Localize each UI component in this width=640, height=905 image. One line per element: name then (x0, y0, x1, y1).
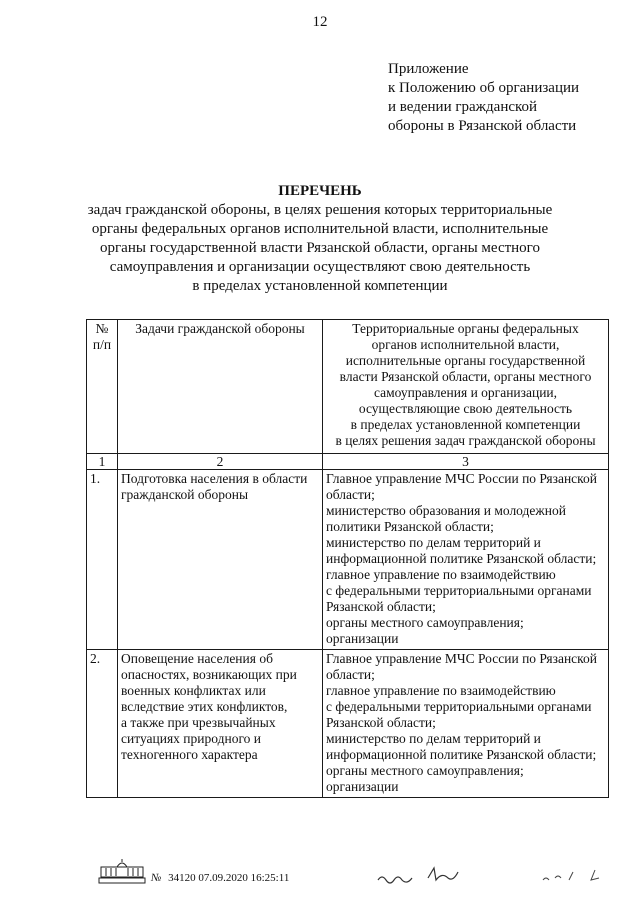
table-row (87, 470, 609, 650)
responsible-line: области; (326, 487, 375, 502)
table-header-row (87, 320, 609, 454)
page-number: 12 (312, 14, 328, 30)
document-title: ПЕРЕЧЕНЬ (278, 183, 362, 199)
header-responsible-line: Территориальные органы федеральных (352, 321, 579, 336)
column-index-cell: 1 (87, 454, 118, 470)
registration-text: 34120 07.09.2020 16:25:11 (168, 872, 290, 884)
appendix-line: обороны в Рязанской области (388, 118, 577, 134)
responsible-line: министерство образования и молодежной (326, 503, 566, 518)
appendix-line: Приложение (388, 61, 469, 77)
table-row (87, 650, 609, 798)
responsible-line: органы местного самоуправления; (326, 615, 524, 630)
heading-line: органы государственной власти Рязанской области, органы местного (100, 240, 540, 256)
task-line: техногенного характера (121, 747, 258, 762)
tasks-table (86, 319, 609, 798)
responsible-line: политики Рязанской области; (326, 519, 494, 534)
header-num-symbol: № (95, 321, 109, 336)
heading-line: самоуправления и организации осуществляют свою деятельность (109, 259, 531, 275)
task-line: Подготовка населения в области (121, 471, 308, 486)
task-line: Оповещение населения об (121, 651, 273, 666)
heading-line: задач гражданской обороны, в целях решения которых территориальные (87, 202, 553, 218)
row-responsible-cell (323, 470, 609, 650)
responsible-line: организации (326, 779, 399, 794)
government-building-icon (98, 858, 146, 884)
handwritten-marks (373, 860, 613, 890)
responsible-line: информационной политике Рязанской области; (326, 747, 597, 762)
responsible-line: министерство по делам территорий и (326, 535, 541, 550)
header-responsible-line: в пределах установленной компетенции (350, 417, 581, 432)
header-responsible-line: органов исполнительной власти, (371, 337, 560, 352)
responsible-line: главное управление по взаимодействию (326, 567, 556, 582)
column-index-cell: 3 (323, 454, 609, 470)
responsible-line: Главное управление МЧС России по Рязанской (326, 651, 598, 666)
header-responsible-line: в целях решения задач гражданской обороны (335, 433, 596, 448)
responsible-line: области; (326, 667, 375, 682)
task-line: вследствие этих конфликтов, (121, 699, 288, 714)
row-num-cell: 2. (87, 650, 118, 798)
responsible-line: с федеральными территориальными органами (326, 583, 592, 598)
header-num-cell (87, 320, 118, 454)
responsible-line: Главное управление МЧС России по Рязанской (326, 471, 598, 486)
responsible-line: органы местного самоуправления; (326, 763, 524, 778)
responsible-line: с федеральными территориальными органами (326, 699, 592, 714)
responsible-line: Рязанской области; (326, 599, 436, 614)
document-footer (98, 858, 618, 898)
header-responsible-line: исполнительные органы государственной (345, 353, 586, 368)
heading-line: органы федеральных органов исполнительной власти, исполнительные (91, 221, 549, 237)
row-task-cell (118, 650, 323, 798)
responsible-line: главное управление по взаимодействию (326, 683, 556, 698)
header-responsible-line: осуществляющие свою деятельность (358, 401, 573, 416)
responsible-line: Рязанской области; (326, 715, 436, 730)
task-line: а также при чрезвычайных (121, 715, 276, 730)
heading-line: в пределах установленной компетенции (192, 278, 448, 294)
header-responsible-line: власти Рязанской области, органы местного (339, 369, 592, 384)
header-responsible-cell (323, 320, 609, 454)
appendix-note (388, 60, 579, 136)
header-task-label: Задачи гражданской обороны (135, 321, 305, 336)
row-responsible-cell (323, 650, 609, 798)
header-responsible-line: самоуправления и организации, (373, 385, 558, 400)
task-line: опасностях, возникающих при (121, 667, 297, 682)
task-line: гражданской обороны (121, 487, 249, 502)
column-index-row (87, 454, 609, 470)
appendix-line: к Положению об организации (388, 80, 580, 96)
document-registration (151, 872, 289, 884)
task-line: ситуациях природного и (121, 731, 261, 746)
responsible-line: министерство по делам территорий и (326, 731, 541, 746)
task-line: военных конфликтах или (121, 683, 266, 698)
header-num-abbr: п/п (92, 337, 112, 352)
appendix-line: и ведении гражданской (388, 99, 538, 115)
row-task-cell (118, 470, 323, 650)
registration-symbol: № (151, 872, 162, 884)
header-task-cell (118, 320, 323, 454)
responsible-line: информационной политике Рязанской области; (326, 551, 597, 566)
document-heading (0, 182, 640, 296)
row-num-cell: 1. (87, 470, 118, 650)
column-index-cell: 2 (118, 454, 323, 470)
responsible-line: организации (326, 631, 399, 646)
